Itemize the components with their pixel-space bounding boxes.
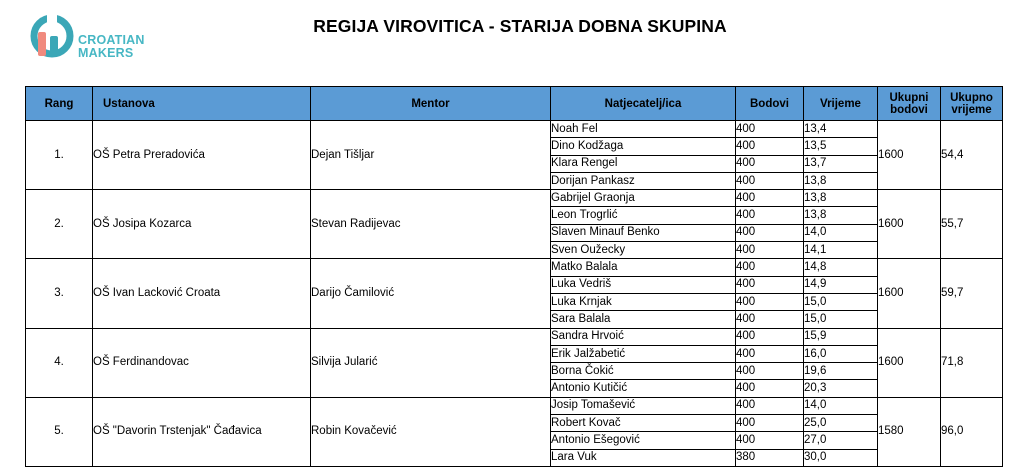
member-bodovi: 400 <box>736 155 804 172</box>
member-bodovi: 400 <box>736 415 804 432</box>
member-vrijeme: 19,6 <box>804 363 878 380</box>
member-vrijeme: 15,0 <box>804 311 878 328</box>
member-name: Sandra Hrvoić <box>551 328 736 345</box>
member-name: Antonio Ešegović <box>551 432 736 449</box>
member-vrijeme: 13,8 <box>804 190 878 207</box>
member-name: Sven Oužecky <box>551 242 736 259</box>
member-bodovi: 400 <box>736 224 804 241</box>
member-vrijeme: 25,0 <box>804 415 878 432</box>
team-mentor: Darijo Čamilović <box>311 259 551 328</box>
member-name: Sara Balala <box>551 311 736 328</box>
member-bodovi: 400 <box>736 380 804 397</box>
member-vrijeme: 15,0 <box>804 293 878 310</box>
header-ukupno-vrijeme-line2: vrijeme <box>951 103 992 116</box>
member-bodovi: 400 <box>736 259 804 276</box>
table-row <box>26 328 1003 345</box>
header-ukupni-bodovi-line1: Ukupni <box>889 91 929 104</box>
member-name: Dino Kodžaga <box>551 138 736 155</box>
team-rang: 4. <box>26 328 93 397</box>
team-ustanova: OŠ Ferdinandovac <box>93 328 311 397</box>
member-name: Antonio Kutičić <box>551 380 736 397</box>
member-vrijeme: 15,9 <box>804 328 878 345</box>
team-ukupni-bodovi: 1600 <box>878 328 941 397</box>
member-vrijeme: 27,0 <box>804 432 878 449</box>
croatian-makers-logo <box>28 10 168 66</box>
header-rang: Rang <box>26 87 93 121</box>
member-vrijeme: 14,0 <box>804 224 878 241</box>
member-name: Robert Kovač <box>551 415 736 432</box>
member-name: Luka Krnjak <box>551 293 736 310</box>
header-ukupni-bodovi-line2: bodovi <box>890 103 928 116</box>
team-rang: 5. <box>26 397 93 466</box>
member-bodovi: 400 <box>736 276 804 293</box>
header-natjecatelj: Natjecatelj/ica <box>551 87 736 121</box>
member-bodovi: 400 <box>736 311 804 328</box>
page-title: REGIJA VIROVITICA - STARIJA DOBNA SKUPINA <box>313 16 727 36</box>
logo-wordmark <box>78 34 145 60</box>
team-ukupni-bodovi: 1600 <box>878 190 941 259</box>
member-bodovi: 400 <box>736 121 804 138</box>
member-bodovi: 400 <box>736 190 804 207</box>
logo-line-2: MAKERS <box>78 46 134 60</box>
member-name: Lara Vuk <box>551 449 736 466</box>
table-row <box>26 259 1003 276</box>
header-vrijeme: Vrijeme <box>804 87 878 121</box>
team-mentor: Robin Kovačević <box>311 397 551 466</box>
member-name: Dorijan Pankasz <box>551 172 736 189</box>
header-ukupni-bodovi <box>878 87 941 121</box>
team-ukupni-bodovi: 1600 <box>878 121 941 190</box>
member-vrijeme: 13,5 <box>804 138 878 155</box>
member-bodovi: 400 <box>736 172 804 189</box>
team-mentor: Dejan Tišljar <box>311 121 551 190</box>
member-name: Leon Trogrlić <box>551 207 736 224</box>
member-name: Luka Vedriš <box>551 276 736 293</box>
team-ustanova: OŠ Petra Preradovića <box>93 121 311 190</box>
member-name: Matko Balala <box>551 259 736 276</box>
member-vrijeme: 14,0 <box>804 397 878 414</box>
member-name: Borna Čokić <box>551 363 736 380</box>
team-ustanova: OŠ "Davorin Trstenjak" Čađavica <box>93 397 311 466</box>
member-bodovi: 400 <box>736 363 804 380</box>
member-name: Gabrijel Graonja <box>551 190 736 207</box>
team-mentor: Stevan Radijevac <box>311 190 551 259</box>
member-name: Erik Jalžabetić <box>551 345 736 362</box>
member-name: Slaven Minauf Benko <box>551 224 736 241</box>
team-ukupno-vrijeme: 71,8 <box>941 328 1003 397</box>
member-vrijeme: 14,1 <box>804 242 878 259</box>
logo-line-1: CROATIAN <box>78 33 145 47</box>
team-ukupno-vrijeme: 96,0 <box>941 397 1003 466</box>
member-bodovi: 400 <box>736 207 804 224</box>
team-ukupni-bodovi: 1580 <box>878 397 941 466</box>
member-name: Klara Rengel <box>551 155 736 172</box>
member-vrijeme: 13,4 <box>804 121 878 138</box>
member-vrijeme: 13,8 <box>804 207 878 224</box>
team-ukupno-vrijeme: 55,7 <box>941 190 1003 259</box>
member-bodovi: 400 <box>736 345 804 362</box>
table-row <box>26 121 1003 138</box>
table-row <box>26 190 1003 207</box>
member-bodovi: 400 <box>736 138 804 155</box>
member-bodovi: 400 <box>736 242 804 259</box>
team-mentor: Silvija Jularić <box>311 328 551 397</box>
member-bodovi: 400 <box>736 432 804 449</box>
member-vrijeme: 13,8 <box>804 172 878 189</box>
header-bodovi: Bodovi <box>736 87 804 121</box>
team-ukupni-bodovi: 1600 <box>878 259 941 328</box>
member-vrijeme: 16,0 <box>804 345 878 362</box>
team-rang: 3. <box>26 259 93 328</box>
croatian-makers-logo-icon <box>28 10 74 64</box>
header-ukupno-vrijeme-line1: Ukupno <box>950 91 993 104</box>
table-header-row <box>26 87 1003 121</box>
member-name: Josip Tomašević <box>551 397 736 414</box>
member-bodovi: 400 <box>736 293 804 310</box>
member-vrijeme: 13,7 <box>804 155 878 172</box>
results-table <box>25 86 1003 467</box>
member-vrijeme: 14,9 <box>804 276 878 293</box>
team-rang: 1. <box>26 121 93 190</box>
member-bodovi: 400 <box>736 328 804 345</box>
table-row <box>26 397 1003 414</box>
team-rang: 2. <box>26 190 93 259</box>
member-vrijeme: 30,0 <box>804 449 878 466</box>
team-ustanova: OŠ Ivan Lacković Croata <box>93 259 311 328</box>
header-mentor: Mentor <box>311 87 551 121</box>
team-ustanova: OŠ Josipa Kozarca <box>93 190 311 259</box>
member-vrijeme: 14,8 <box>804 259 878 276</box>
team-ukupno-vrijeme: 59,7 <box>941 259 1003 328</box>
team-ukupno-vrijeme: 54,4 <box>941 121 1003 190</box>
member-bodovi: 380 <box>736 449 804 466</box>
header-ukupno-vrijeme <box>941 87 1003 121</box>
member-bodovi: 400 <box>736 397 804 414</box>
member-name: Noah Fel <box>551 121 736 138</box>
member-vrijeme: 20,3 <box>804 380 878 397</box>
header-ustanova: Ustanova <box>93 87 311 121</box>
